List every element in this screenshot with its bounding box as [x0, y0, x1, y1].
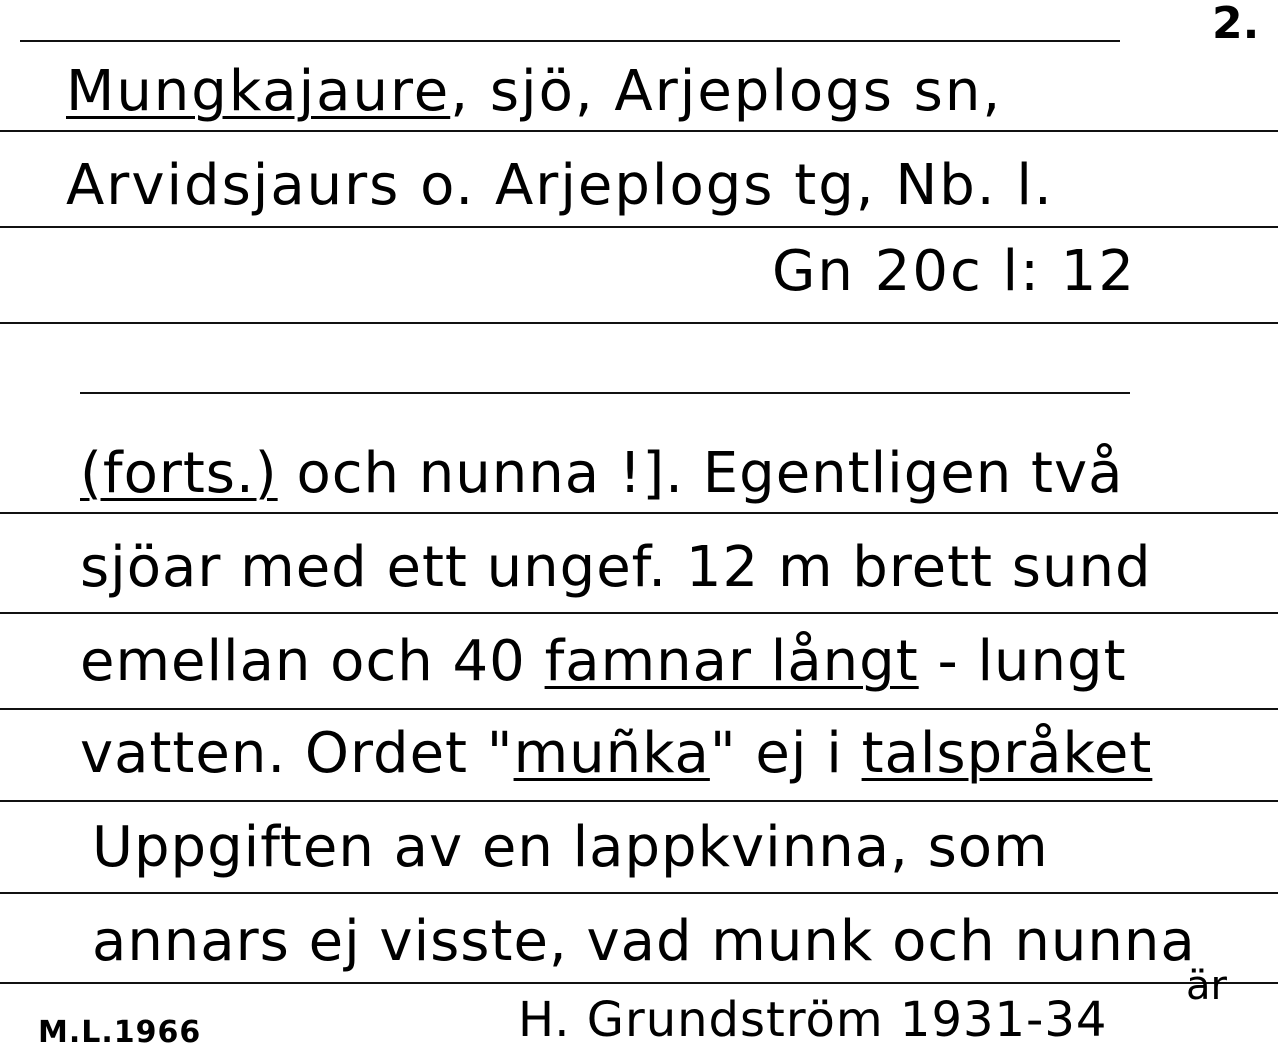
ruled-line — [0, 512, 1278, 514]
ruled-line — [20, 40, 1120, 42]
map-reference: Gn 20c l: 12 — [772, 239, 1137, 304]
body-line-1 — [80, 441, 1124, 506]
header-line-1 — [66, 59, 1003, 124]
ruled-line — [0, 892, 1278, 894]
body-line-3-a: emellan och 40 — [80, 629, 545, 694]
body-line-4-word: muñka — [513, 721, 710, 786]
body-line-3 — [80, 629, 1127, 694]
body-line-6: annars ej visste, vad munk och nunna — [92, 909, 1196, 974]
ruled-line — [0, 226, 1278, 228]
ruled-line — [0, 612, 1278, 614]
place-name: Mungkajaure — [66, 59, 451, 124]
header-line-2: Arvidsjaurs o. Arjeplogs tg, Nb. l. — [66, 153, 1054, 218]
ruled-line — [0, 708, 1278, 710]
body-line-3-b: - lungt — [918, 629, 1127, 694]
page-number: 2. — [1212, 0, 1260, 49]
body-line-4 — [80, 721, 1153, 786]
ruled-line — [0, 322, 1278, 324]
archivist-initials: M.L.1966 — [38, 1015, 202, 1050]
forts-marker: (forts.) — [80, 441, 278, 506]
body-line-1-rest: och nunna !]. Egentligen två — [277, 441, 1124, 506]
collector-signature: H. Grundström 1931-34 — [518, 992, 1108, 1048]
body-line-2: sjöar med ett ungef. 12 m brett sund — [80, 535, 1152, 600]
trailing-word: är — [1186, 963, 1227, 1009]
header-line-1-rest: , sjö, Arjeplogs sn, — [450, 59, 1003, 124]
ruled-line — [80, 392, 1130, 394]
ruled-line — [0, 800, 1278, 802]
body-line-4-word-2: talspråket — [861, 721, 1153, 786]
body-line-4-b: " ej i — [709, 721, 862, 786]
ruled-line — [0, 130, 1278, 132]
body-line-5: Uppgiften av en lappkvinna, som — [92, 815, 1049, 880]
body-line-3-underlined: famnar långt — [544, 629, 919, 694]
body-line-4-a: vatten. Ordet " — [80, 721, 514, 786]
ruled-line — [0, 982, 1278, 984]
